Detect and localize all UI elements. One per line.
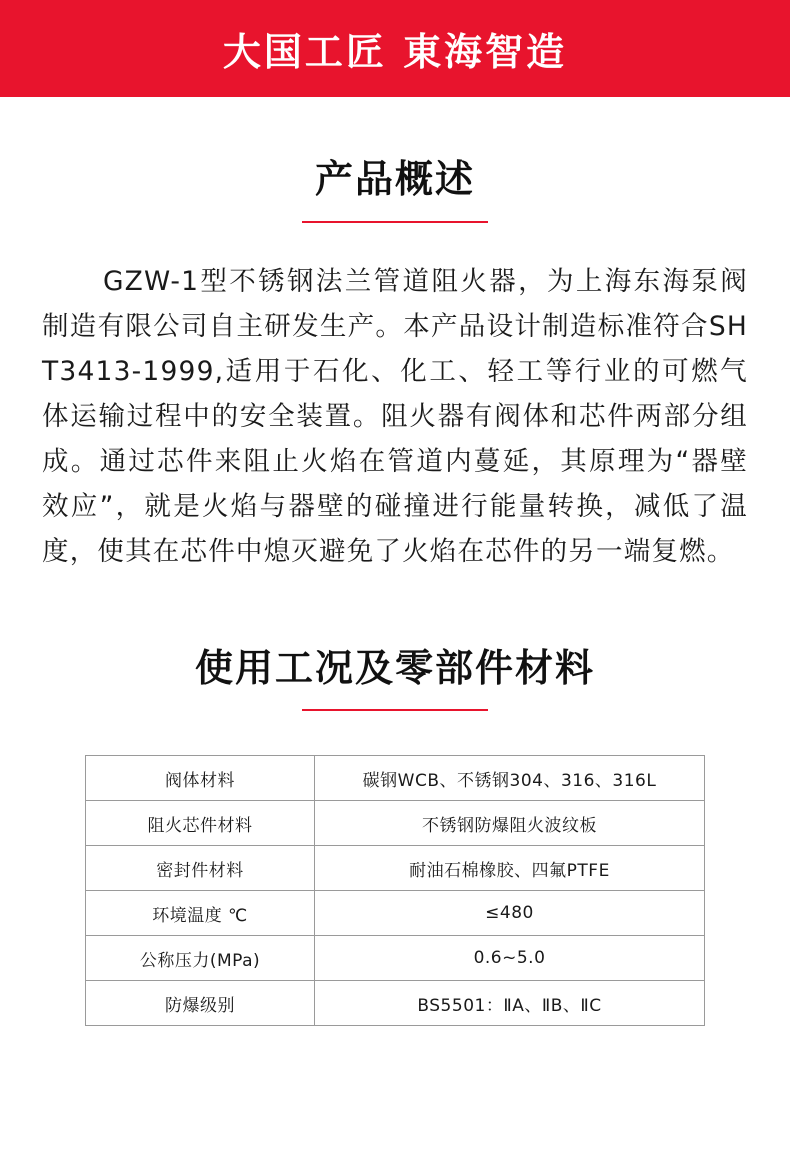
section-underline-overview (302, 221, 488, 223)
spec-table-wrapper (85, 755, 705, 1026)
spec-value: 耐油石棉橡胶、四氟PTFE (315, 846, 705, 891)
table-row (86, 801, 705, 846)
table-row (86, 756, 705, 801)
section-title-specs: 使用工况及零部件材料 (194, 645, 595, 690)
section-header-specs (0, 646, 790, 712)
spec-table (85, 755, 705, 1026)
spec-key: 阀体材料 (86, 756, 315, 801)
spec-value: 不锈钢防爆阻火波纹板 (315, 801, 705, 846)
top-banner (0, 0, 790, 97)
table-row (86, 936, 705, 981)
section-underline-specs (302, 709, 488, 711)
spec-key: 密封件材料 (86, 846, 315, 891)
spec-value: ≤480 (315, 891, 705, 936)
overview-paragraph: GZW-1型不锈钢法兰管道阻火器，为上海东海泵阀制造有限公司自主研发生产。本产品设计制造标准符合SHT3413-1999,适用于石化、化工、轻工等行业的可燃气体运输过程中的安全装置。阻火器有阀体和芯件两部分组成。通过芯件来阻止火焰在管道内蔓延，其原理为“器壁效应”，就是火焰与器壁的碰撞进行能量转换，减低了温度，使其在芯件中熄灭避免了火焰在芯件的另一端复燃。 (42, 265, 748, 567)
spec-value: 碳钢WCB、不锈钢304、316、316L (315, 756, 705, 801)
overview-body (42, 259, 748, 574)
section-header-overview (0, 157, 790, 223)
spec-key: 公称压力(MPa) (86, 936, 315, 981)
spec-value: 0.6~5.0 (315, 936, 705, 981)
section-title-overview: 产品概述 (314, 157, 475, 201)
spec-value: BS5501：ⅡA、ⅡB、ⅡC (315, 981, 705, 1026)
table-row (86, 846, 705, 891)
banner-title: 大国工匠 東海智造 (222, 30, 568, 74)
table-row (86, 981, 705, 1026)
spec-key: 防爆级别 (86, 981, 315, 1026)
spec-key: 阻火芯件材料 (86, 801, 315, 846)
table-row (86, 891, 705, 936)
spec-key: 环境温度 ℃ (86, 891, 315, 936)
